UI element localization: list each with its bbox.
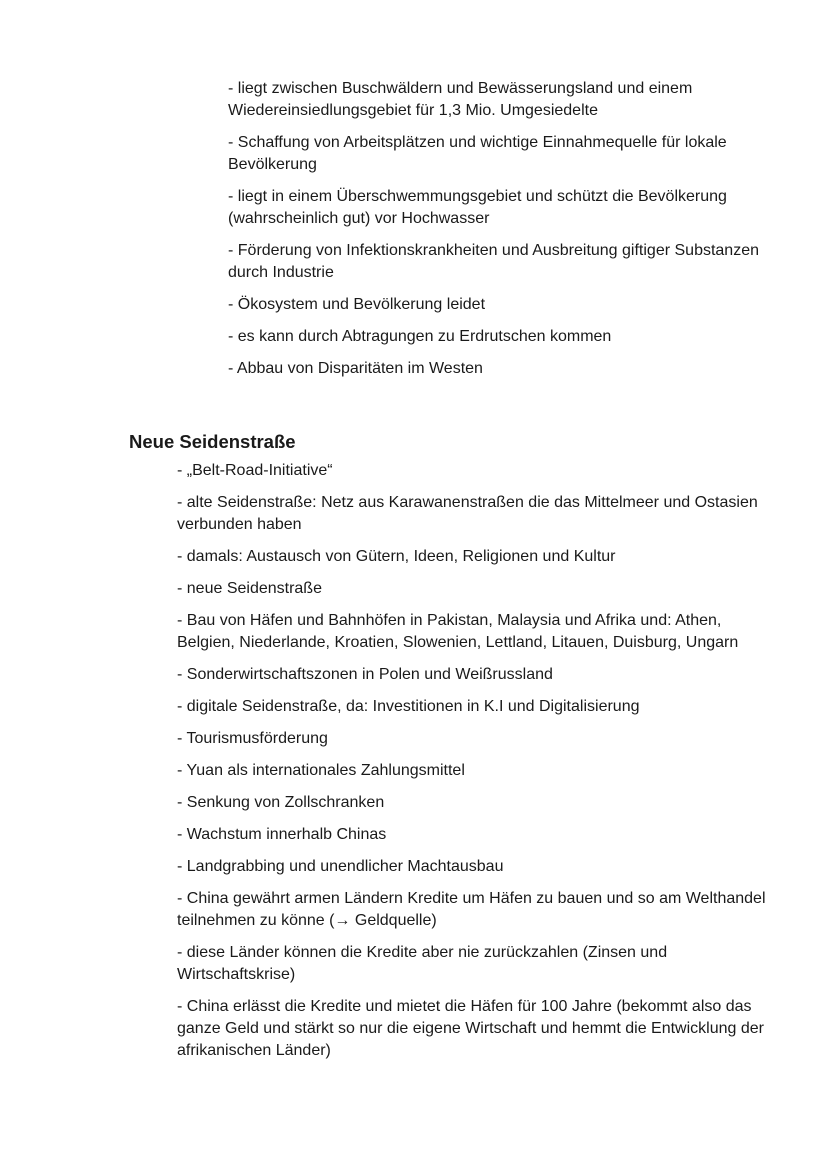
list-item: - Ökosystem und Bevölkerung leidet <box>228 296 486 313</box>
list-item: - digitale Seidenstraße, da: Investitionen in K.I und Digitalisierung <box>177 698 640 715</box>
list-item: - Bau von Häfen und Bahnhöfen in Pakistan, Malaysia und Afrika und: Athen, Belgien, Niederlande, Kroatien, Slowenien, Lettland, Litauen, Duisburg, Ungarn <box>177 612 739 651</box>
list-item: - Landgrabbing und unendlicher Machtausbau <box>177 858 504 875</box>
list-item: - Schaffung von Arbeitsplätzen und wichtige Einnahmequelle für lokale Bevölkerung <box>228 134 727 173</box>
list-item: - China erlässt die Kredite und mietet die Häfen für 100 Jahre (bekommt also das ganze Geld und stärkt so nur die eigene Wirtschaft und hemmt die Entwicklung der afrikanischen Länder) <box>177 998 764 1059</box>
list-item: - damals: Austausch von Gütern, Ideen, Religionen und Kultur <box>177 548 616 565</box>
list-item: - Yuan als internationales Zahlungsmittel <box>177 762 465 779</box>
list-item: - diese Länder können die Kredite aber nie zurückzahlen (Zinsen und Wirtschaftskrise) <box>177 944 668 983</box>
list-item: - Wachstum innerhalb Chinas <box>177 826 387 843</box>
list-item: - Abbau von Disparitäten im Westen <box>228 360 483 377</box>
list-item: - neue Seidenstraße <box>177 580 322 597</box>
dam-effects-list <box>228 78 768 390</box>
list-item: - es kann durch Abtragungen zu Erdrutschen kommen <box>228 328 612 345</box>
silk-road-list <box>177 460 777 1072</box>
list-item: - liegt in einem Überschwemmungsgebiet und schützt die Bevölkerung (wahrscheinlich gut) vor Hochwasser <box>228 188 727 227</box>
list-item: - Tourismusförderung <box>177 730 328 747</box>
list-item: - Förderung von Infektionskrankheiten und Ausbreitung giftiger Substanzen durch Industrie <box>228 242 759 281</box>
list-item: - alte Seidenstraße: Netz aus Karawanenstraßen die das Mittelmeer und Ostasien verbunden haben <box>177 494 758 533</box>
list-item: - „Belt-Road-Initiative“ <box>177 462 333 479</box>
list-item: - Sonderwirtschaftszonen in Polen und Weißrussland <box>177 666 553 683</box>
list-item: - China gewährt armen Ländern Kredite um Häfen zu bauen und so am Welthandel teilnehmen zu könne (→ Geldquelle) <box>177 890 766 929</box>
list-item: - liegt zwischen Buschwäldern und Bewässerungsland und einem Wiedereinsiedlungsgebiet für 1,3 Mio. Umgesiedelte <box>228 80 693 119</box>
list-item: - Senkung von Zollschranken <box>177 794 385 811</box>
section-heading: Neue Seidenstraße <box>129 431 296 452</box>
